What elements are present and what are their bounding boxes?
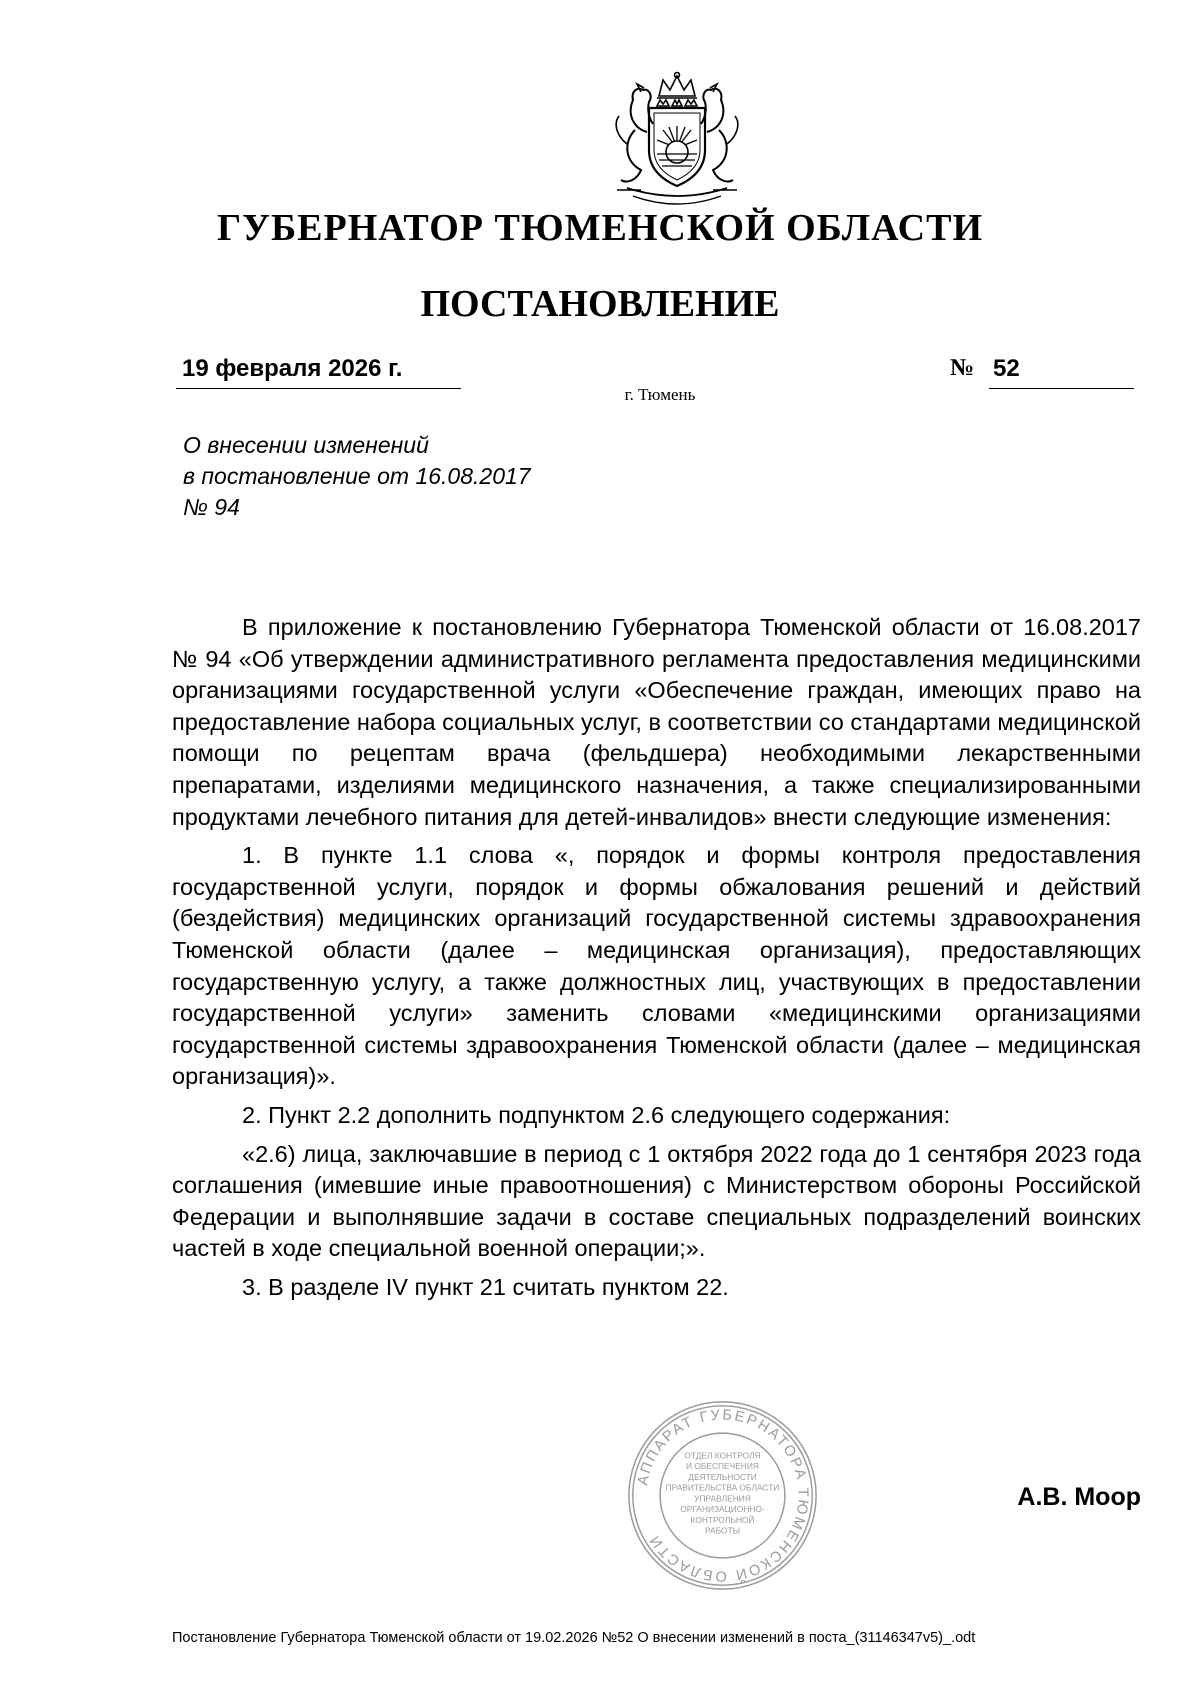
stamp-line: РАБОТЫ: [704, 1525, 741, 1536]
document-body: [172, 612, 1141, 1303]
subject-line: в постановление от 16.08.2017: [183, 463, 531, 489]
document-subject: [183, 430, 603, 523]
coat-of-arms-icon: [597, 70, 757, 218]
document-type: ПОСТАНОВЛЕНИЕ: [420, 283, 780, 325]
stamp-line: КОНТРОЛЬНОЙ: [690, 1514, 755, 1525]
body-paragraph: 2. Пункт 2.2 дополнить подпунктом 2.6 следующего содержания:: [242, 1101, 951, 1128]
body-paragraph: 1. В пункте 1.1 слова «, порядок и формы контроля предоставления государственной услуги, порядок и формы обжалования решений и действий (бездействия) медицинских организаций государственной системы здравоохранения Тюменской области (далее – медицинская организация), предоставляющих государственную услугу, а также должностных лиц, участвующих в предоставлении государственной услуги» заменить словами «медицинскими организациями государственной системы здравоохранения Тюменской области (далее – медицинская организация)».: [172, 842, 1141, 1090]
city-label: г. Тюмень: [624, 385, 696, 404]
document-date: 19 февраля 2026 г.: [182, 355, 403, 382]
subject-line: О внесении изменений: [183, 432, 429, 458]
signatory-name: А.В. Моор: [1017, 1483, 1141, 1511]
body-paragraph: «2.6) лица, заключавшие в период с 1 октября 2022 года до 1 сентября 2023 года соглашения (имевшие иные правоотношения) с Министерством обороны Российской Федерации и выполнявшие задачи в составе специальных подразделений воинских частей в ходе специальной военной операции;».: [172, 1140, 1141, 1262]
footer-filename: Постановление Губернатора Тюменской области от 19.02.2026 №52 О внесении изменений в поста_(31146347v5)_.odt: [172, 1630, 976, 1646]
stamp-line: ОТДЕЛ КОНТРОЛЯ: [684, 1450, 761, 1461]
stamp-line: ДЕЯТЕЛЬНОСТИ: [688, 1471, 757, 1482]
body-paragraph: 3. В разделе IV пункт 21 считать пунктом 22.: [242, 1273, 729, 1300]
stamp-line: ОРГАНИЗАЦИОННО-: [680, 1504, 765, 1515]
stamp-line: И ОБЕСПЕЧЕНИЯ: [686, 1461, 759, 1472]
subject-line: № 94: [183, 494, 240, 520]
document-number: 52: [993, 355, 1020, 382]
date-field: [176, 355, 461, 389]
stamp-line: ПРАВИТЕЛЬСТВА ОБЛАСТИ: [665, 1482, 780, 1493]
stamp-ring-text: АППАРАТ ГУБЕРНАТОРА ТЮМЕНСКОЙ ОБЛАСТИ: [635, 1407, 811, 1584]
stamp-line: УПРАВЛЕНИЯ: [694, 1493, 751, 1504]
official-stamp: [625, 1398, 820, 1593]
body-paragraph: В приложение к постановлению Губернатора Тюменской области от 16.08.2017 № 94 «Об утверждении административного регламента предоставления медицинскими организациями государственной услуги «Обеспечение граждан, имеющих право на предоставление набора социальных услуг, в соответствии со стандартами медицинской помощи по рецептам врача (фельдшера) необходимыми лекарственными препаратами, изделиями медицинского назначения, а также специализированными продуктами лечебного питания для детей-инвалидов» внести следующие изменения:: [172, 614, 1141, 830]
number-field: [989, 355, 1134, 389]
issuing-authority: ГУБЕРНАТОР ТЮМЕНСКОЙ ОБЛАСТИ: [216, 207, 984, 249]
number-sign: №: [950, 355, 975, 381]
